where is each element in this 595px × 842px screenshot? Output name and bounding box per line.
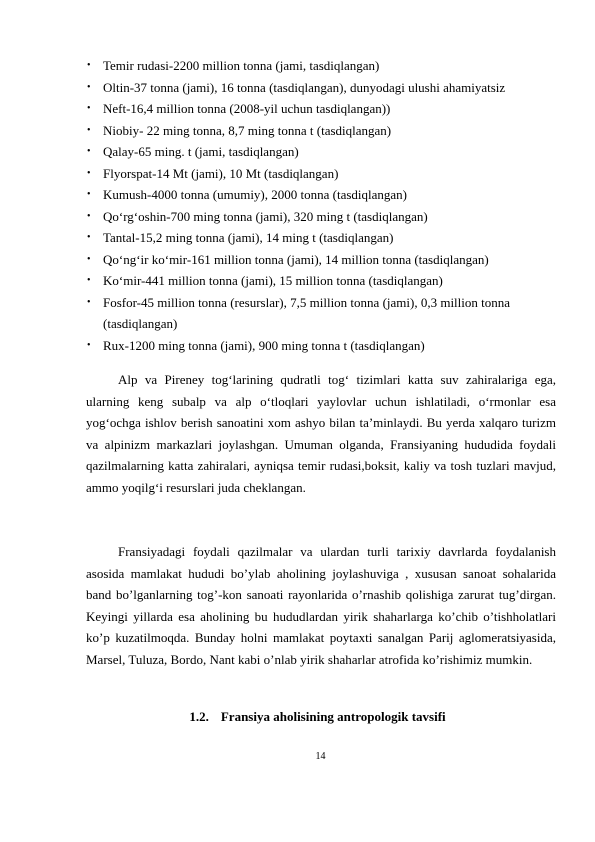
alps-paragraph: Alp va Pireney togʻlarining qudratli togʻ tizimlari katta suv zahiralariga ega, ularning keng subalp va alp oʻtloqlari yaylovlar uchun ishlatiladi, oʻrmonlar esa yogʻochga ishlov berish sanoatini xom ashyo bilan taʼminlaydi. Bu yerda xalqaro turizm va alpinizm markazlari joylashgan. Umuman olganda, Fransiyaning hududida foydali qazilmalarning katta zahiralari, ayniqsa temir rudasi,boksit, kaliy va tosh tuzlari mavjud, ammo yoqilgʻi resurslari juda cheklangan. (86, 372, 556, 495)
section-number: 1.2. (189, 709, 209, 724)
bullet-icon: • (87, 210, 91, 222)
bullet-icon: • (87, 275, 91, 286)
section-title: Fransiya aholisining antropologik tavsifi (220, 709, 446, 724)
list-item (86, 77, 556, 99)
list-item (86, 120, 556, 142)
page-number: 14 (315, 751, 326, 762)
list-item-text: Fosfor-45 million tonna (resurslar), 7,5 million tonna (jami), 0,3 million tonna (tasdiqlangan) (103, 294, 511, 331)
list-item (86, 270, 556, 292)
list-item (86, 141, 556, 163)
bullet-icon: • (87, 81, 91, 93)
bullet-icon: • (87, 296, 91, 308)
list-item (86, 249, 556, 271)
list-item-text: Qoʻngʻir koʻmir-161 million tonna (jami), 14 million tonna (tasdiqlangan) (103, 251, 489, 267)
list-item (86, 163, 556, 185)
bullet-icon: • (87, 253, 91, 265)
mineral-resources-list (86, 55, 556, 356)
list-item-text: Flyorspat-14 Mt (jami), 10 Mt (tasdiqlangan) (103, 165, 339, 181)
list-item (86, 227, 556, 249)
bullet-icon: • (87, 60, 91, 71)
bullet-icon: • (87, 146, 91, 157)
list-item-text: Niobiy- 22 ming tonna, 8,7 ming tonna t (tasdiqlangan) (103, 122, 392, 138)
mineral-usage-paragraph: Fransiyadagi foydali qazilmalar va ulardan turli tarixiy davrlarda foydalanish asosida mamlakat hududi bo’ylab aholining joylashuviga , xususan sanoat sohalarida band bo’lganlarning tog’-kon sanoati rayonlarida o’rnashib qolishiga zarurat tug’dirgan. Keyingi yillarda esa aholining bu hududlardan yirik shaharlarga ko’chib o’tishholatlari ko’p kuzatilmoqda. Bunday holni mamlakat poytaxti sanalgan Parij aglomeratsiyasida, Marsel, Tuluza, Bordo, Nant kabi o’nlab yirik shaharlar atrofida ko’rishimiz mumkin. (86, 544, 556, 667)
list-item-text: Koʻmir-441 million tonna (jami), 15 million tonna (tasdiqlangan) (103, 273, 443, 288)
list-item-text: Qoʻrgʻoshin-700 ming tonna (jami), 320 ming t (tasdiqlangan) (103, 208, 428, 224)
bullet-icon: • (87, 103, 91, 114)
bullet-icon: • (87, 167, 91, 179)
list-item-text: Temir rudasi-2200 million tonna (jami, tasdiqlangan) (103, 58, 380, 73)
list-item (86, 206, 556, 228)
list-item-text: Rux-1200 ming tonna (jami), 900 ming tonna t (tasdiqlangan) (103, 337, 425, 353)
list-item-text: Qalay-65 ming. t (jami, tasdiqlangan) (103, 144, 299, 159)
list-item (86, 55, 556, 77)
bullet-icon: • (87, 339, 91, 351)
list-item (86, 184, 556, 206)
list-item (86, 292, 556, 335)
bullet-icon: • (87, 189, 91, 200)
bullet-icon: • (87, 232, 91, 243)
list-item-text: Kumush-4000 tonna (umumiy), 2000 tonna (tasdiqlangan) (103, 187, 408, 202)
list-item-text: Tantal-15,2 ming tonna (jami), 14 ming t (tasdiqlangan) (103, 230, 394, 245)
section-heading (0, 706, 595, 728)
list-item-text: Oltin-37 tonna (jami), 16 tonna (tasdiqlangan), dunyodagi ulushi ahamiyatsiz (103, 79, 506, 95)
bullet-icon: • (87, 124, 91, 136)
list-item-text: Neft-16,4 million tonna (2008-yil uchun tasdiqlangan)) (103, 101, 391, 116)
list-item (86, 98, 556, 120)
list-item (86, 335, 556, 357)
